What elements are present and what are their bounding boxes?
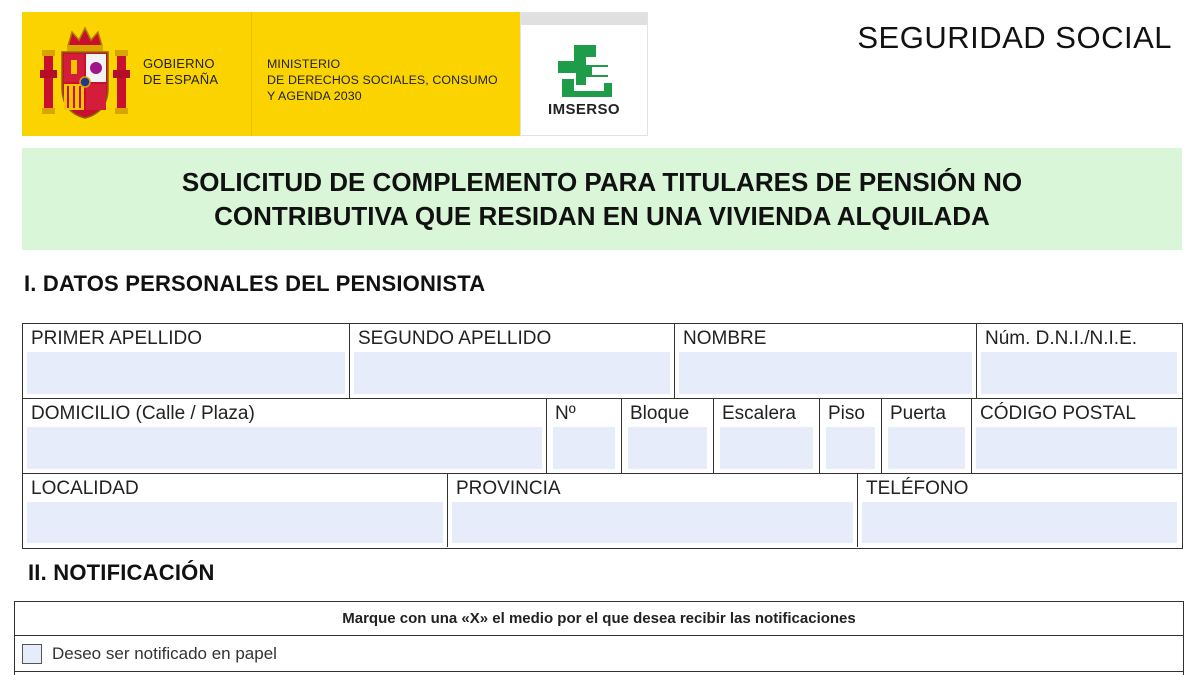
localidad-field[interactable] (27, 502, 443, 543)
notification-instruction: Marque con una «X» el medio por el que desea recibir las notificaciones (15, 602, 1183, 636)
seguridad-social-heading: SEGURIDAD SOCIAL (857, 20, 1172, 55)
dni-cell (976, 324, 1181, 398)
table-row (23, 324, 1182, 399)
nombre-label: NOMBRE (683, 328, 767, 349)
provincia-label: PROVINCIA (456, 478, 561, 499)
ministry-line-2: DE DERECHOS SOCIALES, CONSUMO (267, 73, 498, 87)
form-title-line-2: CONTRIBUTIVA QUE RESIDAN EN UNA VIVIENDA ALQUILADA (214, 201, 990, 231)
puerta-cell (881, 399, 971, 473)
bloque-field[interactable] (628, 427, 707, 469)
domicilio-field[interactable] (27, 427, 542, 469)
escalera-cell (713, 399, 819, 473)
coat-of-arms-icon (40, 24, 130, 124)
banner-divider (251, 12, 252, 136)
paper-notification-label: Deseo ser notificado en papel (52, 643, 277, 663)
nombre-cell (674, 324, 976, 398)
domicilio-label: DOMICILIO (Calle / Plaza) (31, 403, 255, 424)
segundo-apellido-label: SEGUNDO APELLIDO (358, 328, 552, 349)
bloque-label: Bloque (630, 403, 690, 424)
paper-notification-checkbox[interactable] (22, 644, 42, 664)
section-personal-data-heading: I. DATOS PERSONALES DEL PENSIONISTA (24, 271, 486, 296)
notification-table (14, 601, 1184, 675)
primer-apellido-field[interactable] (27, 352, 345, 394)
escalera-field[interactable] (720, 427, 813, 469)
form-title-line-1: SOLICITUD DE COMPLEMENTO PARA TITULARES DE PENSIÓN NO (181, 167, 1023, 197)
escalera-label: Escalera (722, 403, 796, 424)
telefono-label: TELÉFONO (866, 478, 969, 499)
ministry-line-1: MINISTERIO (267, 57, 341, 71)
table-row (23, 474, 1182, 547)
dni-field[interactable] (981, 352, 1177, 394)
codigo-postal-cell (971, 399, 1181, 473)
codigo-postal-field[interactable] (976, 427, 1177, 469)
government-banner (22, 12, 520, 136)
provincia-cell (447, 474, 857, 547)
nombre-field[interactable] (679, 352, 972, 394)
imserso-name: IMSERSO (548, 101, 620, 118)
numero-cell (546, 399, 621, 473)
notification-option-paper (15, 636, 1183, 672)
ministry-name (267, 56, 498, 104)
numero-field[interactable] (553, 427, 615, 469)
imserso-logo-icon (552, 43, 614, 99)
section-notification-heading: II. NOTIFICACIÓN (28, 560, 215, 585)
piso-field[interactable] (826, 427, 875, 469)
imserso-logo-box (520, 12, 648, 136)
puerta-label: Puerta (890, 403, 946, 424)
ministry-line-3: Y AGENDA 2030 (267, 89, 362, 103)
bloque-cell (621, 399, 713, 473)
form-title-band (22, 148, 1182, 250)
segundo-apellido-field[interactable] (354, 352, 670, 394)
personal-data-table (22, 323, 1183, 549)
form-title (182, 165, 1022, 233)
localidad-label: LOCALIDAD (31, 478, 139, 499)
numero-label: Nº (555, 403, 576, 424)
segundo-apellido-cell (349, 324, 674, 398)
codigo-postal-label: CÓDIGO POSTAL (980, 403, 1136, 424)
primer-apellido-cell (23, 324, 349, 398)
table-row (23, 399, 1182, 474)
provincia-field[interactable] (452, 502, 853, 543)
government-line-2: DE ESPAÑA (143, 72, 219, 87)
puerta-field[interactable] (888, 427, 965, 469)
imserso-top-bar (521, 13, 647, 25)
government-line-1: GOBIERNO (143, 56, 215, 71)
primer-apellido-label: PRIMER APELLIDO (31, 328, 203, 349)
piso-cell (819, 399, 881, 473)
localidad-cell (23, 474, 447, 547)
government-name (143, 56, 218, 88)
telefono-cell (857, 474, 1181, 547)
domicilio-cell (23, 399, 546, 473)
telefono-field[interactable] (862, 502, 1177, 543)
piso-label: Piso (828, 403, 865, 424)
dni-label: Núm. D.N.I./N.I.E. (985, 328, 1138, 349)
